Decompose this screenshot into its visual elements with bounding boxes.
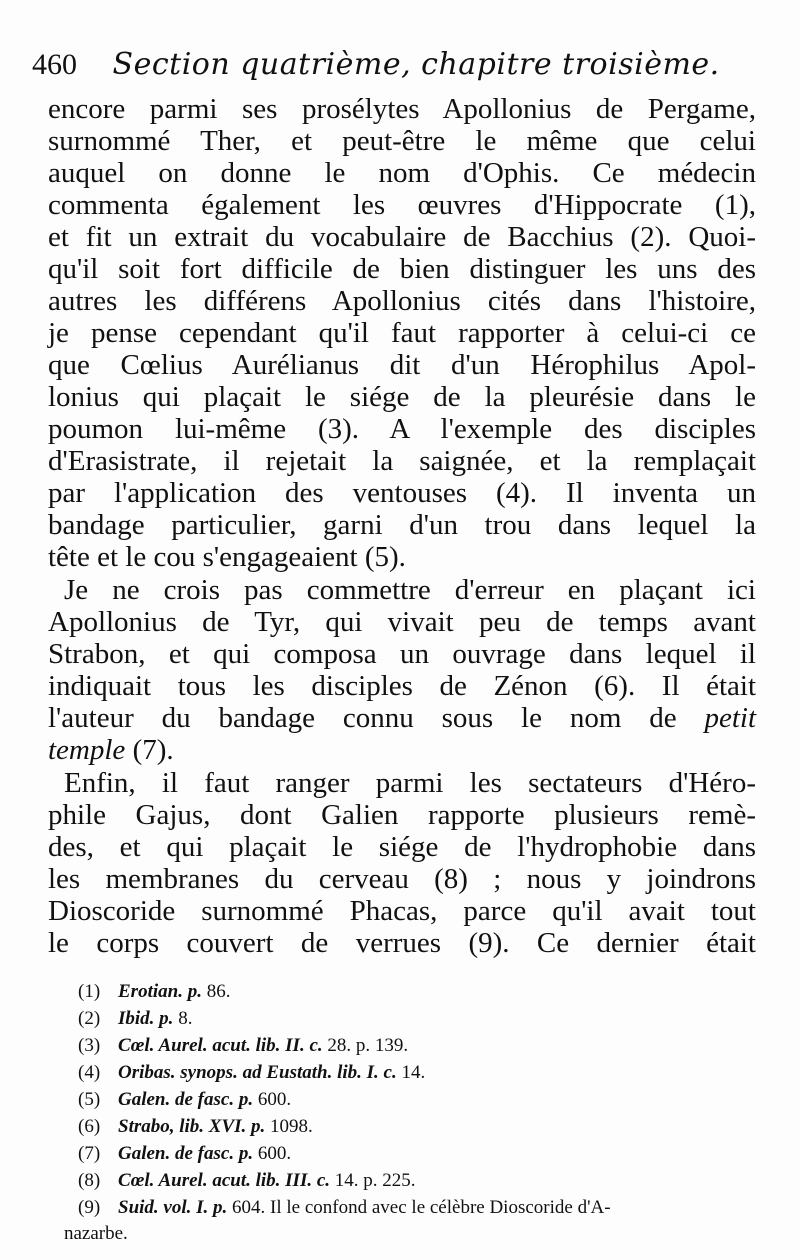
- footnote: [78, 1140, 768, 1167]
- footnote: [78, 1113, 768, 1140]
- text-line: je pense cependant qu'il faut rapporter à celui-ci ce: [48, 317, 756, 349]
- footnote-source: Erotian. p.: [118, 981, 202, 1002]
- footnote-number: (9): [78, 1197, 101, 1218]
- text-line: Apollonius de Tyr, qui vivait peu de temps avant: [48, 606, 756, 638]
- text-line: que Cœlius Aurélianus dit d'un Hérophilus Apol-: [48, 349, 756, 381]
- text-line: les membranes du cerveau (8) ; nous y joindrons: [48, 863, 756, 895]
- text-line: [48, 733, 756, 767]
- footnote-source: Galen. de fasc. p.: [118, 1089, 254, 1110]
- footnote-ref: 604. Il le confond avec le célèbre Dioscoride d'A-: [227, 1197, 611, 1218]
- footnote-number: (2): [78, 1008, 101, 1029]
- italic-term: temple: [48, 734, 126, 766]
- text-line: le corps couvert de verrues (9). Ce dernier était: [48, 927, 756, 959]
- footnote-number: (5): [78, 1089, 101, 1110]
- footnote-source: Ibid. p.: [118, 1008, 174, 1029]
- footnote: [78, 1086, 768, 1113]
- text-line: par l'application des ventouses (4). Il inventa un: [48, 477, 756, 509]
- footnote: [78, 1005, 768, 1032]
- running-title: Section quatrième, chapitre troisième.: [112, 47, 720, 82]
- footnote: [78, 978, 768, 1005]
- text-line: Strabon, et qui composa un ouvrage dans lequel il: [48, 638, 756, 670]
- footnote-ref: 14.: [396, 1062, 426, 1083]
- footnote-number: (6): [78, 1116, 101, 1137]
- footnote-source: Strabo, lib. XVI. p.: [118, 1116, 266, 1137]
- page-header: [32, 42, 732, 88]
- text-line: Enfin, il faut ranger parmi les sectateurs d'Héro-: [64, 767, 756, 799]
- text-line: des, et qui plaçait le siége de l'hydrophobie dans: [48, 831, 756, 863]
- footnote: [78, 1194, 768, 1221]
- footnote-number: (8): [78, 1170, 101, 1191]
- text-line: d'Erasistrate, il rejetait la saignée, et la remplaçait: [48, 445, 756, 477]
- footnote-number: (7): [78, 1143, 101, 1164]
- text-line: poumon lui-même (3). A l'exemple des disciples: [48, 413, 756, 445]
- text-line: [48, 701, 756, 735]
- text-line: et fit un extrait du vocabulaire de Bacchius (2). Quoi-: [48, 221, 756, 253]
- text-line: qu'il soit fort difficile de bien distinguer les uns des: [48, 253, 756, 285]
- footnote: [78, 1059, 768, 1086]
- text-line: encore parmi ses prosélytes Apollonius de Pergame,: [48, 93, 756, 125]
- text-line: phile Gajus, dont Galien rapporte plusieurs remè-: [48, 799, 756, 831]
- footnote-ref: 86.: [201, 981, 231, 1002]
- text-line: autres les différens Apollonius cités dans l'histoire,: [48, 285, 756, 317]
- text-line: Je ne crois pas commettre d'erreur en plaçant ici: [64, 574, 756, 606]
- text-line: Dioscoride surnommé Phacas, parce qu'il avait tout: [48, 895, 756, 927]
- text-line: surnommé Ther, et peut-être le même que celui: [48, 125, 756, 157]
- footnote-source: Oribas. synops. ad Eustath. lib. I. c.: [118, 1062, 397, 1083]
- page-number: 460: [32, 48, 77, 81]
- footnote-source: Cœl. Aurel. acut. lib. II. c.: [118, 1035, 323, 1056]
- text-line: bandage particulier, garni d'un trou dans lequel la: [48, 509, 756, 541]
- text-line: indiquait tous les disciples de Zénon (6). Il était: [48, 670, 756, 702]
- text-line: auquel on donne le nom d'Ophis. Ce médecin: [48, 157, 756, 189]
- text-span: (7).: [125, 734, 174, 766]
- footnote-ref: 8.: [173, 1008, 193, 1029]
- footnote-source: Suid. vol. I. p.: [118, 1197, 228, 1218]
- italic-term: petit: [704, 702, 757, 734]
- footnote-number: (4): [78, 1062, 101, 1083]
- footnote-ref: 1098.: [265, 1116, 313, 1137]
- footnote-number: (3): [78, 1035, 101, 1056]
- footnote-ref: 600.: [253, 1089, 292, 1110]
- footnote-source: Galen. de fasc. p.: [118, 1143, 254, 1164]
- footnote: [78, 1032, 768, 1059]
- footnote-number: (1): [78, 981, 101, 1002]
- footnote-ref: 28. p. 139.: [322, 1035, 409, 1056]
- text-line: lonius qui plaçait le siége de la pleurésie dans le: [48, 381, 756, 413]
- text-span: l'auteur du bandage connu sous le nom de: [48, 702, 677, 734]
- footnote: [78, 1167, 768, 1194]
- footnote-ref: 600.: [253, 1143, 292, 1164]
- text-line: tête et le cou s'engageaient (5).: [48, 541, 406, 573]
- footnote-source: Cœl. Aurel. acut. lib. III. c.: [118, 1170, 331, 1191]
- footnote-ref: 14. p. 225.: [330, 1170, 416, 1191]
- text-line: commenta également les œuvres d'Hippocrate (1),: [48, 189, 756, 221]
- footnote-continuation: nazarbe.: [64, 1223, 128, 1244]
